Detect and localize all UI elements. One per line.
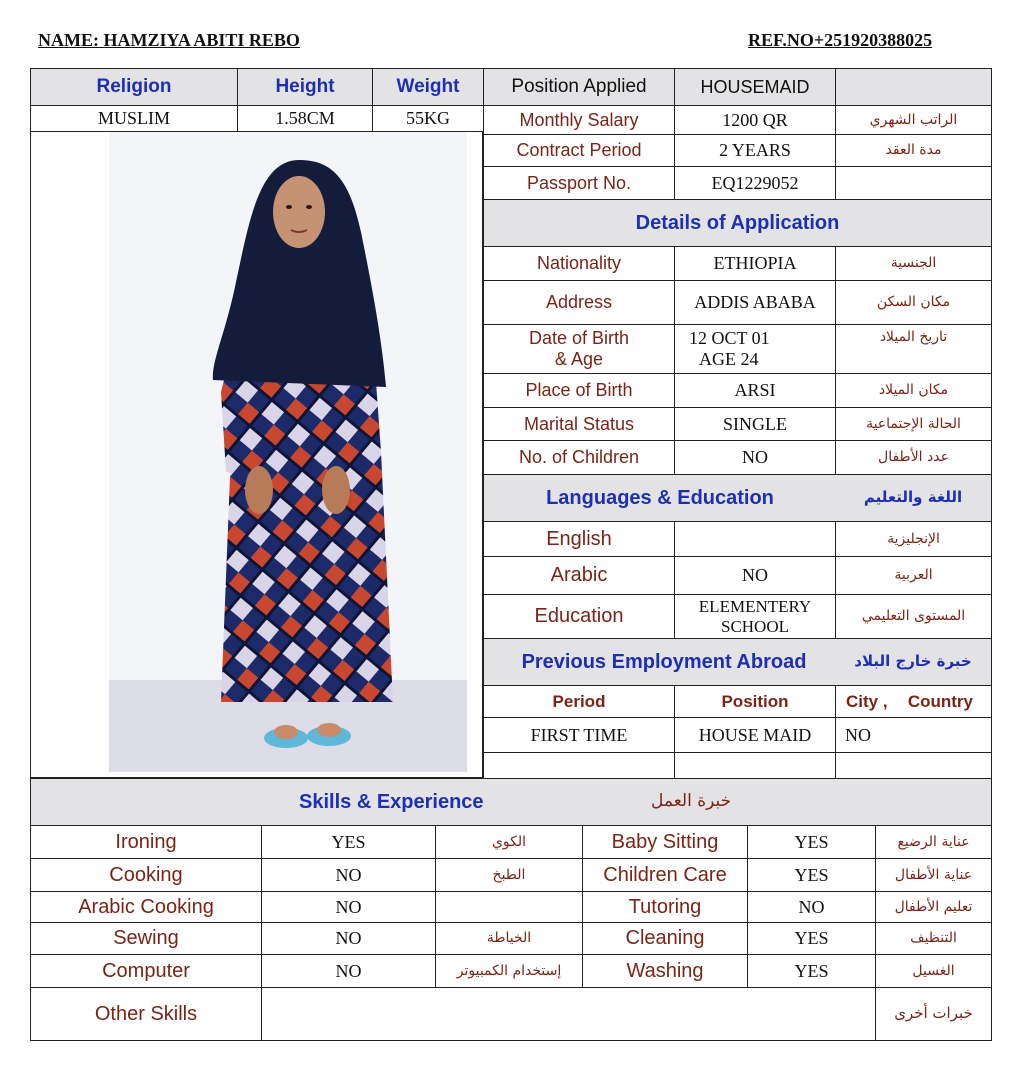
- place-of-birth-label: Place of Birth: [483, 373, 675, 408]
- address-arabic: مكان السكن: [835, 280, 992, 325]
- education-value-line1: ELEMENTERY: [698, 596, 812, 616]
- education-arabic: المستوى التعليمي: [835, 594, 992, 639]
- skills-section-header: [30, 778, 992, 826]
- dob-value: [674, 324, 836, 374]
- skill-right-label: Children Care: [582, 858, 748, 892]
- english-arabic: الإنجليزية: [835, 521, 992, 557]
- skill-right-value: YES: [747, 922, 876, 955]
- place-of-birth-arabic: مكان الميلاد: [835, 373, 992, 408]
- skill-left-value: NO: [261, 922, 436, 955]
- dob-value-line1: 12 OCT 01: [689, 328, 770, 349]
- other-skills-arabic: خبرات أخرى: [875, 987, 992, 1041]
- address-label: Address: [483, 280, 675, 325]
- skill-left-ar: الطبخ: [435, 858, 583, 892]
- reference-number: REF.NO+251920388025: [748, 30, 933, 50]
- other-skills-value: [261, 987, 876, 1041]
- skill-right-ar: الغسيل: [875, 954, 992, 988]
- marital-status-arabic: الحالة الإجتماعية: [835, 407, 992, 441]
- skill-right-label: Tutoring: [582, 891, 748, 923]
- arabic-label: Arabic: [483, 556, 675, 595]
- skill-right-label: Washing: [582, 954, 748, 988]
- skill-right-value: NO: [747, 891, 876, 923]
- dob-arabic: تاريخ الميلاد: [835, 324, 992, 374]
- employment-empty-cell: [835, 752, 992, 779]
- dob-label: [483, 324, 675, 374]
- skill-right-label: Baby Sitting: [582, 825, 748, 859]
- position-applied-value: HOUSEMAID: [674, 68, 836, 106]
- skill-left-value: NO: [261, 954, 436, 988]
- dob-value-line2: AGE 24: [699, 349, 759, 369]
- employment-col-city: City ,: [846, 691, 888, 711]
- employment-col-period: Period: [483, 685, 675, 718]
- education-value: [674, 594, 836, 639]
- skill-left-ar: [435, 891, 583, 923]
- skill-right-value: YES: [747, 858, 876, 892]
- skill-right-ar: تعليم الأطفال: [875, 891, 992, 923]
- position-applied-label: Position Applied: [483, 68, 675, 106]
- skill-right-value: YES: [747, 825, 876, 859]
- english-label: English: [483, 521, 675, 557]
- applicant-name: NAME: HAMZIYA ABITI REBO: [38, 30, 300, 50]
- languages-section-arabic: اللغة والتعليم: [835, 474, 992, 522]
- passport-empty: [835, 166, 992, 200]
- monthly-salary-value: 1200 QR: [674, 105, 836, 135]
- children-arabic: عدد الأطفال: [835, 440, 992, 475]
- children-label: No. of Children: [483, 440, 675, 475]
- skill-right-label: Cleaning: [582, 922, 748, 955]
- contract-period-arabic: مدة العقد: [835, 134, 992, 167]
- employment-row-period: FIRST TIME: [483, 717, 675, 753]
- contract-period-label: Contract Period: [483, 134, 675, 167]
- place-of-birth-value: ARSI: [674, 373, 836, 408]
- marital-status-value: SINGLE: [674, 407, 836, 441]
- skill-right-value: YES: [747, 954, 876, 988]
- religion-value: MUSLIM: [30, 105, 238, 132]
- religion-label: Religion: [30, 68, 238, 106]
- passport-label: Passport No.: [483, 166, 675, 200]
- education-value-line2: SCHOOL: [720, 616, 789, 636]
- skill-left-label: Ironing: [30, 825, 262, 859]
- children-value: NO: [674, 440, 836, 475]
- employment-col-country: Country: [907, 691, 973, 711]
- education-label: Education: [483, 594, 675, 639]
- passport-value: EQ1229052: [674, 166, 836, 200]
- employment-empty-cell: [674, 752, 836, 779]
- nationality-label: Nationality: [483, 246, 675, 281]
- skill-right-ar: عناية الرضيع: [875, 825, 992, 859]
- monthly-salary-arabic: الراتب الشهري: [835, 105, 992, 135]
- dob-label-line2: & Age: [554, 349, 604, 369]
- arabic-value: NO: [674, 556, 836, 595]
- employment-section-arabic: خبرة خارج البلاد: [835, 638, 992, 686]
- employment-col-city-country: [835, 685, 992, 718]
- employment-row-city: NO: [835, 717, 992, 753]
- skill-left-label: Arabic Cooking: [30, 891, 262, 923]
- english-value: [674, 521, 836, 557]
- skill-left-ar: الكوي: [435, 825, 583, 859]
- other-skills-label: Other Skills: [30, 987, 262, 1041]
- skill-left-ar: الخياطة: [435, 922, 583, 955]
- skill-left-ar: إستخدام الكمبيوتر: [435, 954, 583, 988]
- weight-label: Weight: [372, 68, 484, 106]
- employment-row-position: HOUSE MAID: [674, 717, 836, 753]
- skill-right-ar: التنظيف: [875, 922, 992, 955]
- skills-section-arabic: خبرة العمل: [651, 791, 732, 812]
- employment-section-title: Previous Employment Abroad: [483, 638, 836, 686]
- skill-left-label: Cooking: [30, 858, 262, 892]
- skills-section-title: Skills & Experience: [299, 790, 484, 813]
- address-value: ADDIS ABABA: [674, 280, 836, 325]
- position-applied-empty: [835, 68, 992, 106]
- contract-period-value: 2 YEARS: [674, 134, 836, 167]
- skill-left-label: Sewing: [30, 922, 262, 955]
- skill-left-value: NO: [261, 891, 436, 923]
- photo-illustration: [31, 132, 482, 777]
- weight-value: 55KG: [372, 105, 484, 132]
- height-value: 1.58CM: [237, 105, 373, 132]
- skill-left-label: Computer: [30, 954, 262, 988]
- skill-right-ar: عناية الأطفال: [875, 858, 992, 892]
- skill-left-value: YES: [261, 825, 436, 859]
- dob-label-line1: Date of Birth: [528, 328, 630, 349]
- height-label: Height: [237, 68, 373, 106]
- skill-left-value: NO: [261, 858, 436, 892]
- marital-status-label: Marital Status: [483, 407, 675, 441]
- arabic-arabic: العربية: [835, 556, 992, 595]
- languages-section-title: Languages & Education: [483, 474, 836, 522]
- nationality-value: ETHIOPIA: [674, 246, 836, 281]
- applicant-photo: [30, 131, 483, 778]
- monthly-salary-label: Monthly Salary: [483, 105, 675, 135]
- details-section-title: Details of Application: [483, 199, 992, 247]
- employment-empty-cell: [483, 752, 675, 779]
- employment-col-position: Position: [674, 685, 836, 718]
- nationality-arabic: الجنسية: [835, 246, 992, 281]
